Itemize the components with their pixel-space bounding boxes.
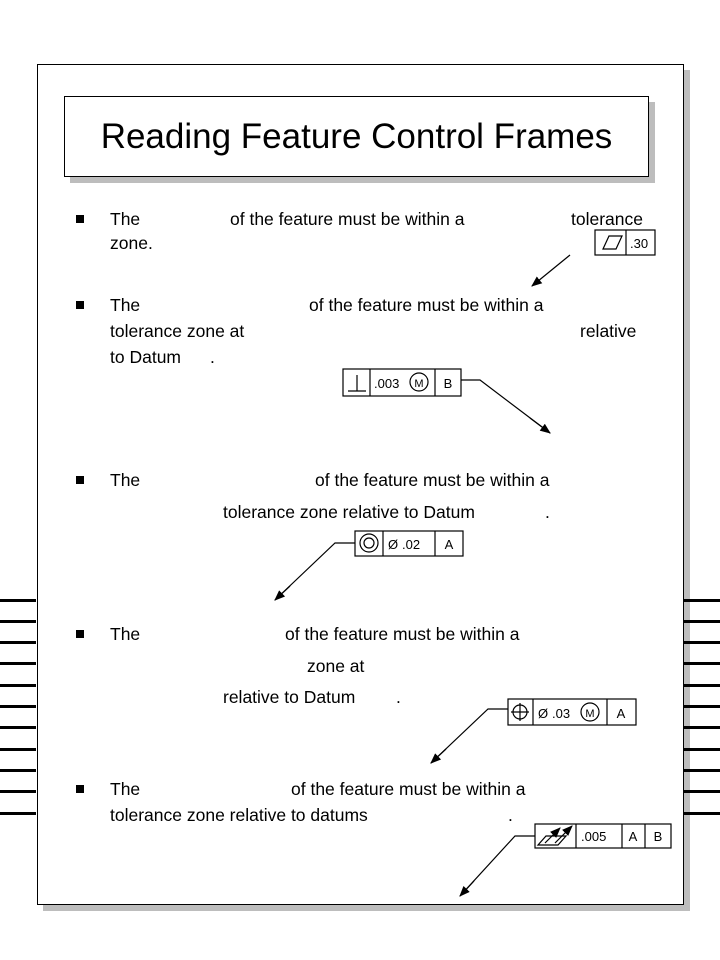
bullet-5-word-3: tolerance zone relative to datums [110, 805, 368, 825]
bullet-3-word-3: tolerance zone relative to Datum [223, 502, 475, 522]
bullet-1-word-4: zone. [110, 233, 153, 253]
bullet-4-word-3: zone at [307, 656, 365, 676]
bullet-5-word-1: The [110, 779, 141, 799]
frame-2-value: .003 [374, 376, 400, 391]
page-title: Reading Feature Control Frames [100, 116, 613, 156]
frame-4-diameter: Ø [538, 706, 549, 721]
bullet-2-word-4: relative [580, 321, 637, 341]
frame-1-value: .30 [630, 236, 649, 251]
feature-control-frame-5 [460, 824, 671, 896]
bullet-4-word-4: relative to Datum [223, 687, 356, 707]
bullet-3-word-2: of the feature must be within a [315, 470, 550, 490]
bullet-2-word-6: . [210, 347, 215, 367]
feature-control-frame-3 [275, 531, 463, 600]
bullet-5-word-2: of the feature must be within a [291, 779, 526, 799]
frame-2-datum: B [443, 376, 453, 391]
frame-3-diameter: Ø [388, 537, 399, 552]
bullet-2-word-3: tolerance zone at [110, 321, 245, 341]
frame-5-datum-1: A [628, 829, 638, 844]
feature-control-frame-4 [431, 699, 636, 763]
frame-5-datum-2: B [653, 829, 663, 844]
bullet-5-word-4: . [508, 805, 513, 825]
frame-4-datum: A [616, 706, 626, 721]
bullet-4-word-1: The [110, 624, 141, 644]
bullet-3-word-1: The [110, 470, 141, 490]
bullet-1-word-3: tolerance [571, 209, 643, 229]
frame-4-value: .03 [552, 706, 571, 721]
bullet-4-word-2: of the feature must be within a [285, 624, 520, 644]
frame-2-modifier: M [414, 378, 424, 390]
bullet-2-word-2: of the feature must be within a [309, 295, 544, 315]
bullet-2-word-5: to Datum [110, 347, 181, 367]
frame-3-value: .02 [402, 537, 421, 552]
frame-3-datum: A [444, 537, 454, 552]
bullet-4-word-5: . [396, 687, 401, 707]
bullet-1-word-2: of the feature must be within a [230, 209, 465, 229]
bullet-2-word-1: The [110, 295, 141, 315]
bullet-3-word-4: . [545, 502, 550, 522]
frame-5-value: .005 [581, 829, 607, 844]
frame-4-modifier: M [585, 708, 595, 720]
bullet-1-word-1: The [110, 209, 141, 229]
